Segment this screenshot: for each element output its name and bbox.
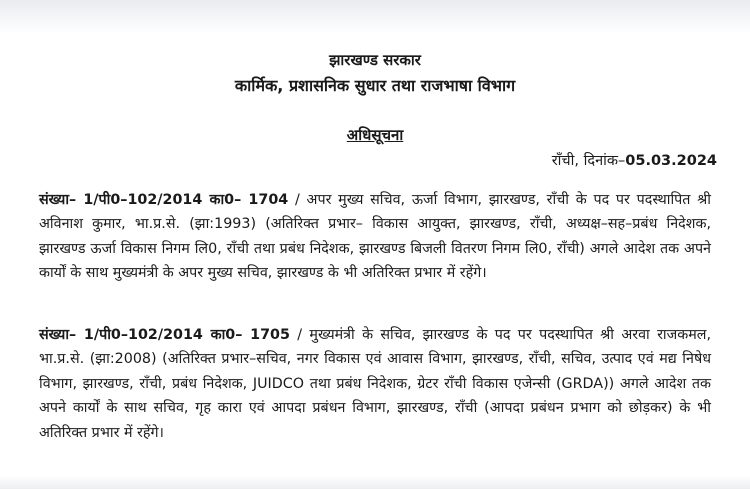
notification-title: अधिसूचना (346, 126, 404, 144)
order-body-text: / मुख्यमंत्री के सचिव, झारखण्ड के पद पर पदस्थापित श्री अरवा राजकमल, भा.प्र.से. (झा:2008) (अतिरिक्त प्रभार–सचिव, नगर विकास एवं आवास विभाग, झारखण्ड, राँची, सचिव, उत्पाद एवं मद्य निषेध विभाग, झारखण्ड, राँची, प्रबंध निदेशक, JUIDCO तथा प्रबंध निदेशक, ग्रेटर राँची विकास एजेन्सी (GRDA)) अगले आदेश तक अपने कार्यों के साथ सचिव, गृह कारा एवं आपदा प्रबंधन विभाग, झारखण्ड, राँची (आपदा प्रबंधन प्रभाग को छोड़कर) के भी अतिरिक्त प्रभार में रहेंगे। (39, 327, 711, 441)
order-body-text: / अपर मुख्य सचिव, ऊर्जा विभाग, झारखण्ड, राँची के पद पर पदस्थापित श्री अविनाश कुमार, भा.प्र.से. (झा:1993) (अतिरिक्त प्रभार– विकास आयुक्त, झारखण्ड, राँची, अध्यक्ष–सह–प्रबंध निदेशक, झारखण्ड ऊर्जा विकास निगम लि0, राँची तथा प्रबंध निदेशक, झारखण्ड बिजली वितरण निगम लि0, राँची) अगले आदेश तक अपने कार्यों के साथ मुख्यमंत्री के अपर मुख्य सचिव, झारखण्ड के भी अतिरिक्त प्रभार में रहेंगे। (39, 192, 711, 282)
order-reference-number: संख्या– 1/पी0–102/2014 का0– 1705 (39, 327, 290, 343)
date-prefix: राँची, दिनांक– (551, 153, 626, 169)
order-paragraph-1704 (39, 188, 711, 286)
department-heading: कार्मिक, प्रशासनिक सुधार तथा राजभाषा विभाग (234, 76, 516, 95)
bottom-scan-shadow (0, 475, 750, 489)
date-line (552, 150, 717, 170)
order-reference-number: संख्या– 1/पी0–102/2014 का0– 1704 (39, 192, 289, 208)
state-government-heading: झारखण्ड सरकार (329, 51, 421, 69)
order-paragraph-1705 (39, 323, 711, 445)
top-scan-shadow (0, 0, 750, 34)
date-value: 05.03.2024 (625, 153, 717, 169)
